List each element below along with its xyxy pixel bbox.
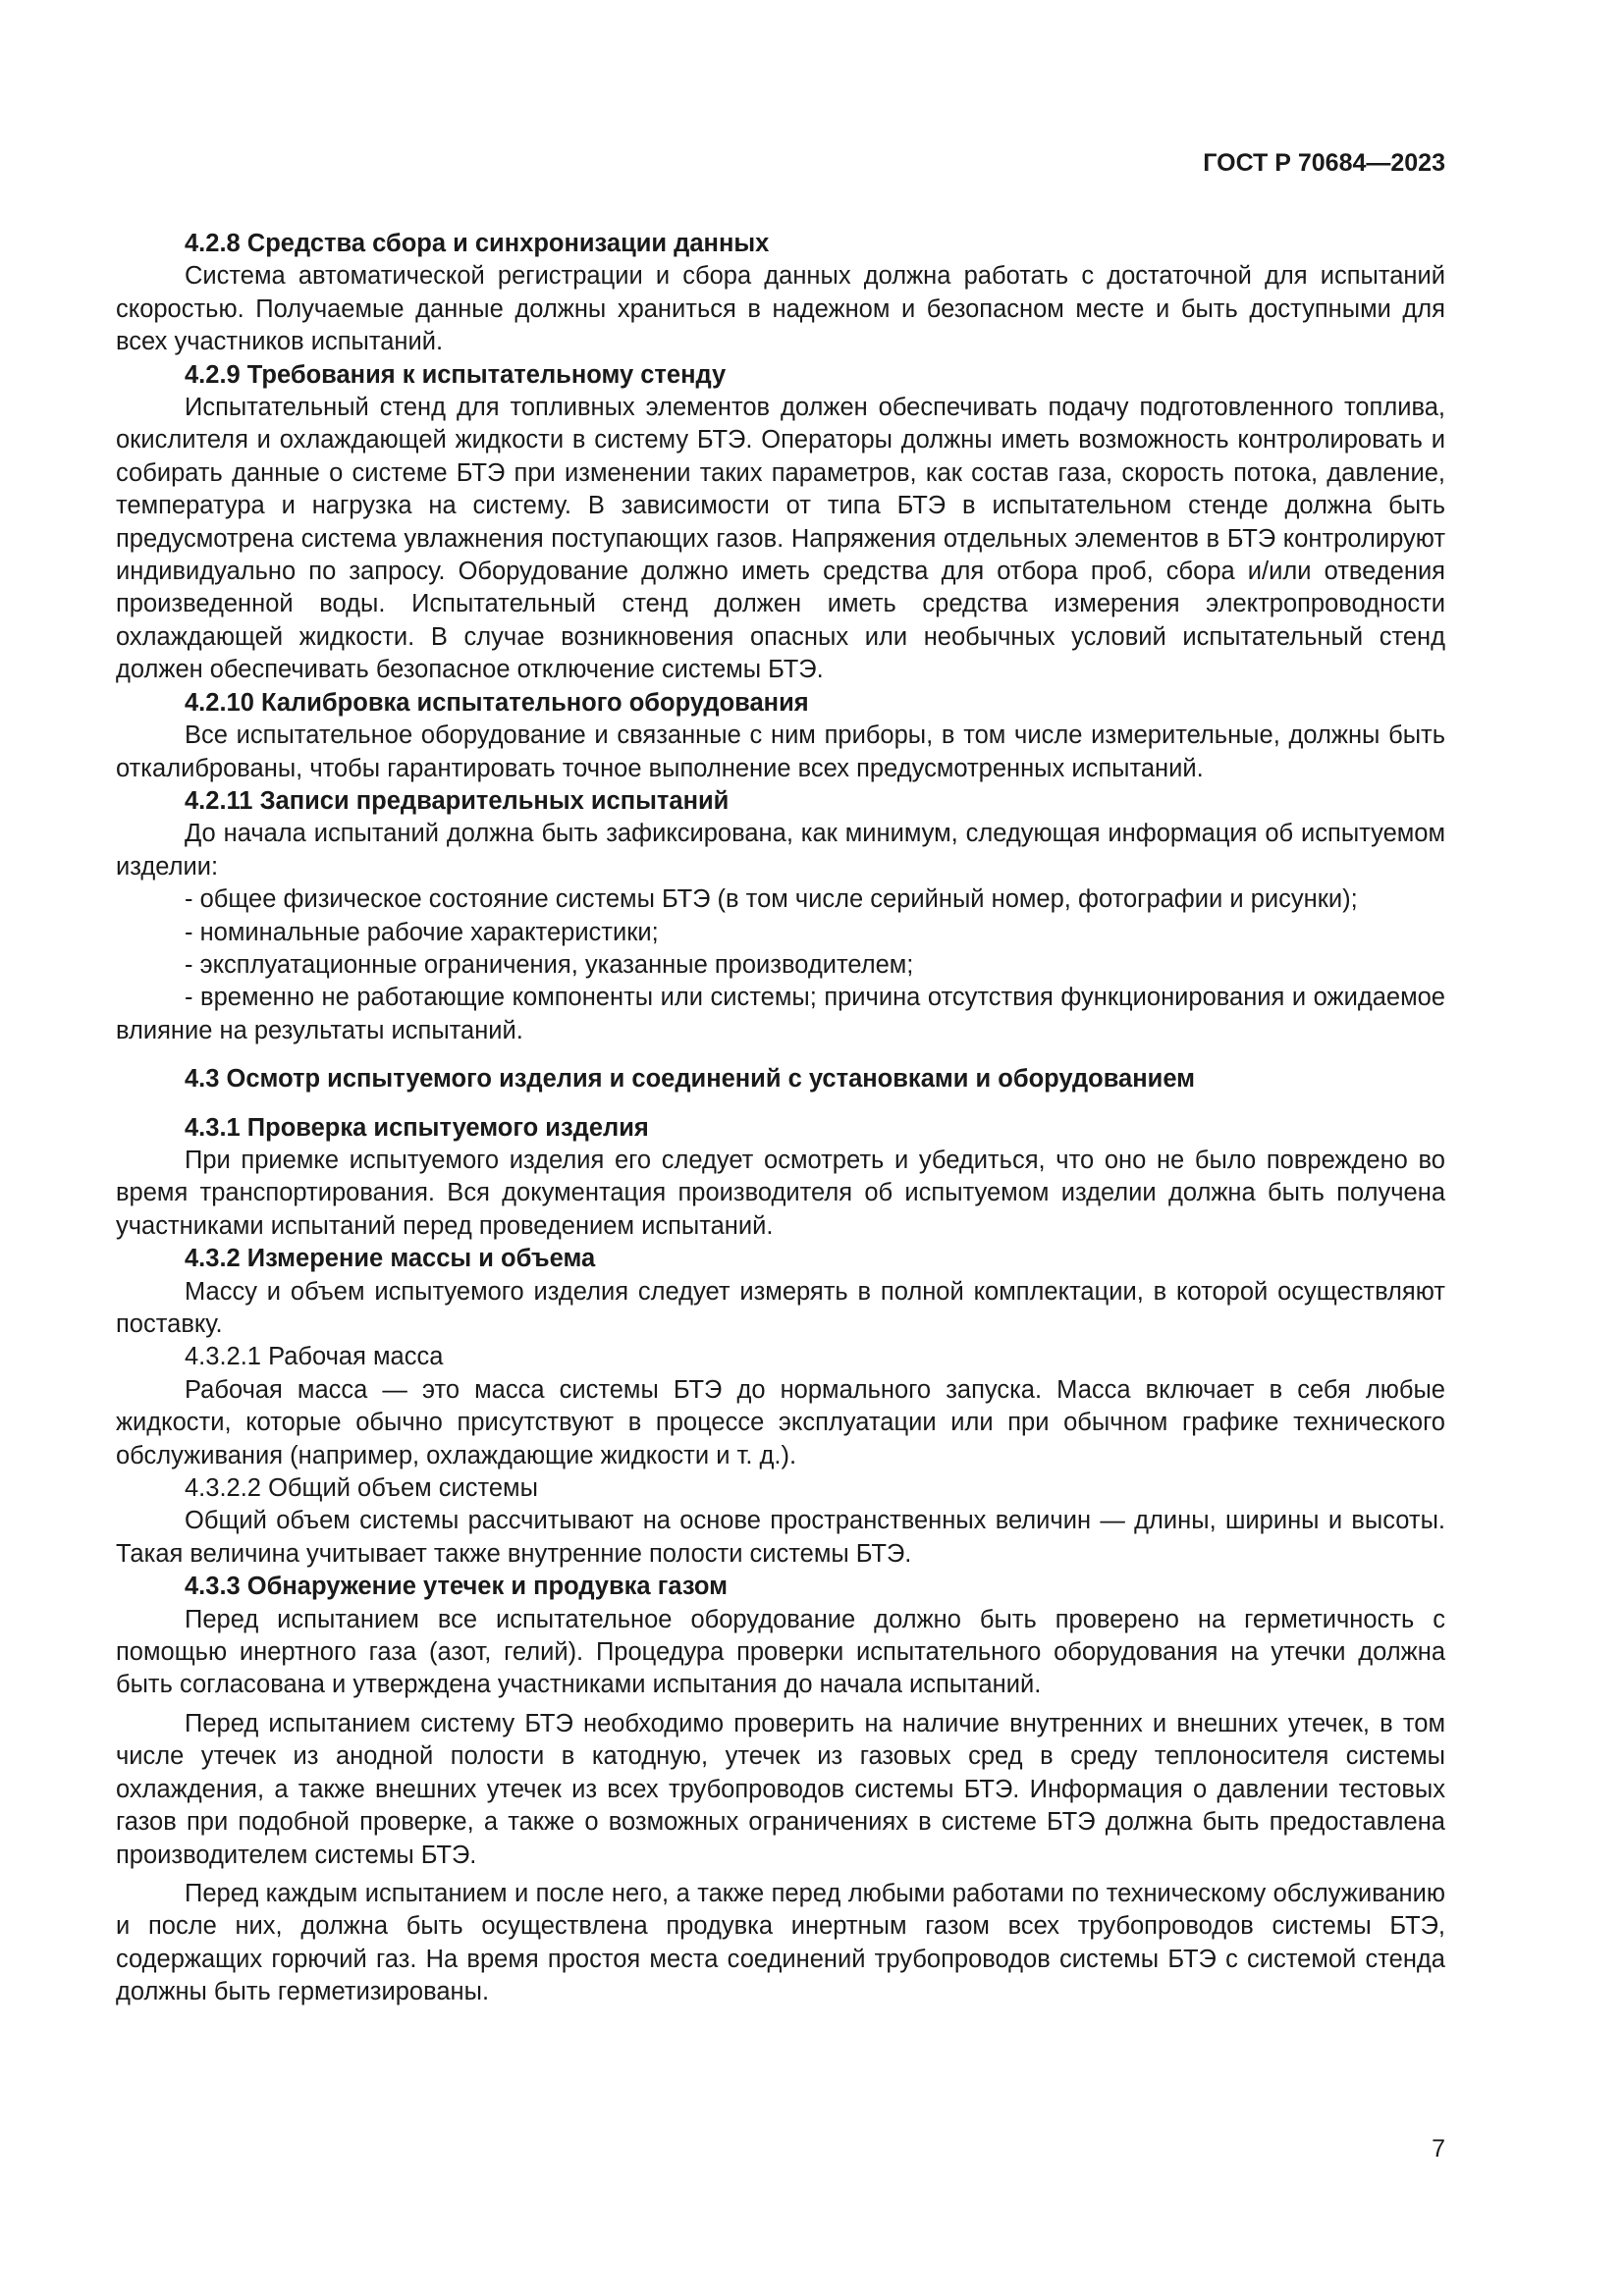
list-item: - эксплуатационные ограничения, указанные производителем;: [185, 950, 914, 979]
clause-heading-4-2-10: 4.2.10 Калибровка испытательного оборудования: [185, 688, 809, 717]
standard-code: ГОСТ Р 70684—2023: [1203, 149, 1445, 177]
clause-heading-4-3-3: 4.3.3 Обнаружение утечек и продувка газом: [185, 1573, 728, 1601]
list-item: - временно не работающие компоненты или системы; причина отсутствия функционирования и ожидаемое влияние на результаты испытаний.: [116, 984, 1445, 1044]
subclause-heading-4-3-2-2: 4.3.2.2 Общий объем системы: [185, 1474, 538, 1503]
clause-heading-4-3-1: 4.3.1 Проверка испытуемого изделия: [185, 1113, 649, 1142]
paragraph: Испытательный стенд для топливных элементов должен обеспечивать подачу подготовленного топлива, окислителя и охлаждающей жидкости в систему БТЭ. Операторы должны иметь возможность контролировать и собирать данные о системе БТЭ при изменении таких параметров, как состав газа, скорость потока, давление, температура и нагрузка на систему. В зависимости от типа БТЭ в испытательном стенде должна быть предусмотрена система увлажнения поступающих газов. Напряжения отдельных элементов в БТЭ контролируют индивидуально по запросу. Оборудование должно иметь средства для отбора проб, сбора и/или отведения произведенной воды. Испытательный стенд должен иметь средства измерения электропроводности охлаждающей жидкости. В случае возникновения опасных или необычных условий испытательный стенд должен обеспечивать безопасное отключение системы БТЭ.: [116, 394, 1445, 684]
paragraph: Система автоматической регистрации и сбора данных должна работать с достаточной для испытаний скоростью. Получаемые данные должны храниться в надежном и безопасном месте и быть доступными для всех участников испытаний.: [116, 262, 1445, 356]
page-number: 7: [1432, 2135, 1445, 2163]
clause-heading-4-2-11: 4.2.11 Записи предварительных испытаний: [185, 786, 730, 815]
subclause-heading-4-3-2-1: 4.3.2.1 Рабочая масса: [185, 1343, 444, 1371]
section-heading-4-3: 4.3 Осмотр испытуемого изделия и соединений с установками и оборудованием: [185, 1065, 1196, 1094]
paragraph: Общий объем системы рассчитывают на основе пространственных величин — длины, ширины и высоты. Такая величина учитывает также внутренние полости системы БТЭ.: [116, 1507, 1445, 1568]
clause-heading-4-3-2: 4.3.2 Измерение массы и объема: [185, 1245, 596, 1273]
list-item: - общее физическое состояние системы БТЭ (в том числе серийный номер, фотографии и рисунки);: [185, 885, 1358, 914]
paragraph: Массу и объем испытуемого изделия следует измерять в полной комплектации, в которой осуществляют поставку.: [116, 1277, 1445, 1338]
paragraph: При приемке испытуемого изделия его следует осмотреть и убедиться, что оно не было повреждено во время транспортирования. Вся документация производителя об испытуемом изделии должна быть получена участниками испытаний перед проведением испытаний.: [116, 1146, 1445, 1240]
paragraph: До начала испытаний должна быть зафиксирована, как минимум, следующая информация об испытуемом изделии:: [116, 820, 1445, 881]
paragraph: Перед испытанием все испытательное оборудование должно быть проверено на герметичность с помощью инертного газа (азот, гелий). Процедура проверки испытательного оборудования на утечки должна быть согласована и утверждена участниками испытания до начала испытаний.: [116, 1605, 1445, 1699]
list-item: - номинальные рабочие характеристики;: [185, 918, 659, 946]
clause-heading-4-2-9: 4.2.9 Требования к испытательному стенду: [185, 360, 727, 389]
paragraph: Все испытательное оборудование и связанные с ним приборы, в том числе измерительные, должны быть откалиброваны, чтобы гарантировать точное выполнение всех предусмотренных испытаний.: [116, 721, 1445, 782]
paragraph: Рабочая масса — это масса системы БТЭ до нормального запуска. Масса включает в себя любые жидкости, которые обычно присутствуют в процессе эксплуатации или при обычном графике технического обслуживания (например, охлаждающие жидкости и т. д.).: [116, 1375, 1445, 1469]
paragraph: Перед испытанием систему БТЭ необходимо проверить на наличие внутренних и внешних утечек, в том числе утечек из анодной полости в катодную, утечек из газовых сред в среду теплоносителя системы охлаждения, а также внешних утечек из всех трубопроводов системы БТЭ. Информация о давлении тестовых газов при подобной проверке, а также о возможных ограничениях в системе БТЭ должна быть предоставлена производителем системы БТЭ.: [116, 1709, 1445, 1869]
paragraph: Перед каждым испытанием и после него, а также перед любыми работами по техническому обслуживанию и после них, должна быть осуществлена продувка инертным газом всех трубопроводов системы БТЭ, содержащих горючий газ. На время простоя места соединений трубопроводов системы БТЭ с системой стенда должны быть герметизированы.: [116, 1879, 1445, 2006]
document-body: [116, 228, 1445, 2009]
clause-heading-4-2-8: 4.2.8 Средства сбора и синхронизации данных: [185, 230, 770, 257]
